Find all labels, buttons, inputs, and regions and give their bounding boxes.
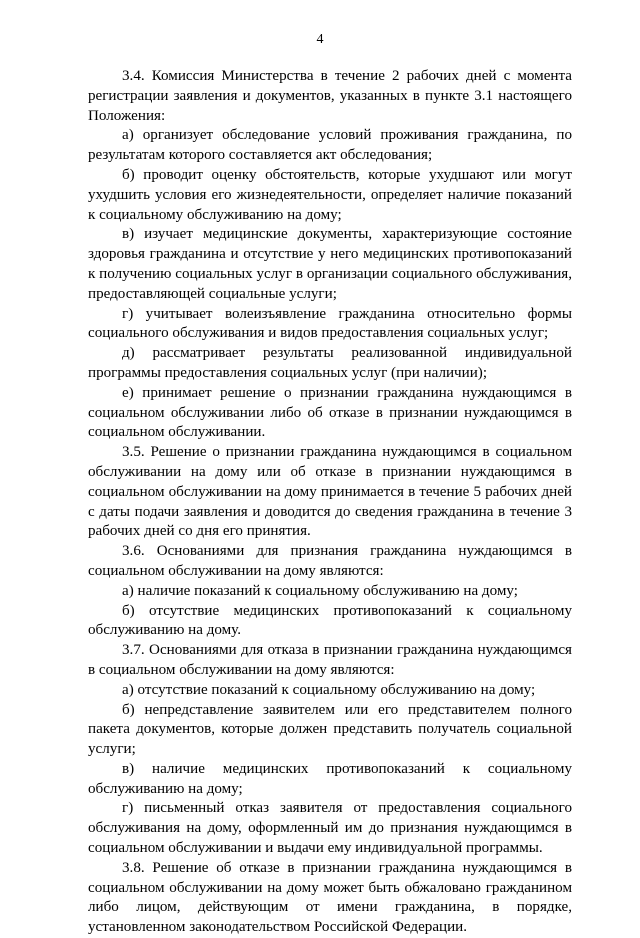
list-item-3-4-d: д) рассматривает результаты реализованной индивидуальной программы предоставления социальных услуг (при наличии); [88, 345, 572, 381]
list-item-3-7-v: в) наличие медицинских противопоказаний к социальному обслуживанию на дому; [88, 760, 572, 797]
list-item-3-4-a: а) организует обследование условий проживания гражданина, по результатам которого составляется акт обследования; [88, 127, 572, 164]
list-item-3-6-a: а) наличие показаний к социальному обслуживанию на дому; [122, 582, 518, 599]
page-number: 4 [316, 32, 324, 47]
paragraph-3-8: 3.8. Решение об отказе в признании гражданина нуждающимся в социальном обслуживании на дому может быть обжаловано гражданином либо лицом, действующим от имени гражданина, в порядке, установленном законодательством Российской Федерации. [88, 859, 572, 936]
paragraph-3-5: 3.5. Решение о признании гражданина нуждающимся в социальном обслуживании на дому или об отказе в признании нуждающимся в социальном обслуживании на дому принимается в течение 5 рабочих дней с даты подачи заявления и доводится до сведения гражданина в течение 3 рабочих дней со дня его принятия. [88, 444, 572, 540]
list-item-3-7-b: б) непредставление заявителем или его представителем полного пакета документов, которые должен представить получатель социальной услуги; [88, 701, 572, 758]
list-item-3-4-g: г) учитывает волеизъявление гражданина относительно формы социального обслуживания и видов предоставления социальных услуг; [88, 305, 572, 342]
document-body [88, 67, 572, 938]
list-item-3-6-b: б) отсутствие медицинских противопоказаний к социальному обслуживанию на дому. [88, 602, 572, 639]
list-item-3-7-g: г) письменный отказ заявителя от предоставления социального обслуживания на дому, оформленный им до признания нуждающимся в социальном обслуживании и выдачи ему индивидуальной программы. [88, 800, 572, 857]
list-item-3-4-v: в) изучает медицинские документы, характеризующие состояние здоровья гражданина и отсутствие у него медицинских противопоказаний к получению социальных услуг в организации социального обслуживания, предоставляющей социальные услуги; [88, 226, 572, 302]
list-item-3-4-e: е) принимает решение о признании гражданина нуждающимся в социальном обслуживании либо об отказе в признании нуждающимся в социальном обслуживании. [88, 384, 572, 441]
paragraph-3-7: 3.7. Основаниями для отказа в признании гражданина нуждающимся в социальном обслуживании на дому являются: [88, 642, 572, 678]
list-item-3-7-a: а) отсутствие показаний к социальному обслуживанию на дому; [122, 681, 536, 698]
list-item-3-4-b: б) проводит оценку обстоятельств, которые ухудшают или могут ухудшить условия его жизнедеятельности, определяет наличие показаний к социальному обслуживанию на дому; [88, 166, 572, 223]
paragraph-3-4: 3.4. Комиссия Министерства в течение 2 рабочих дней с момента регистрации заявления и документов, указанных в пункте 3.1 настоящего Положения: [88, 68, 572, 124]
paragraph-3-6: 3.6. Основаниями для признания гражданина нуждающимся в социальном обслуживании на дому являются: [88, 543, 572, 579]
